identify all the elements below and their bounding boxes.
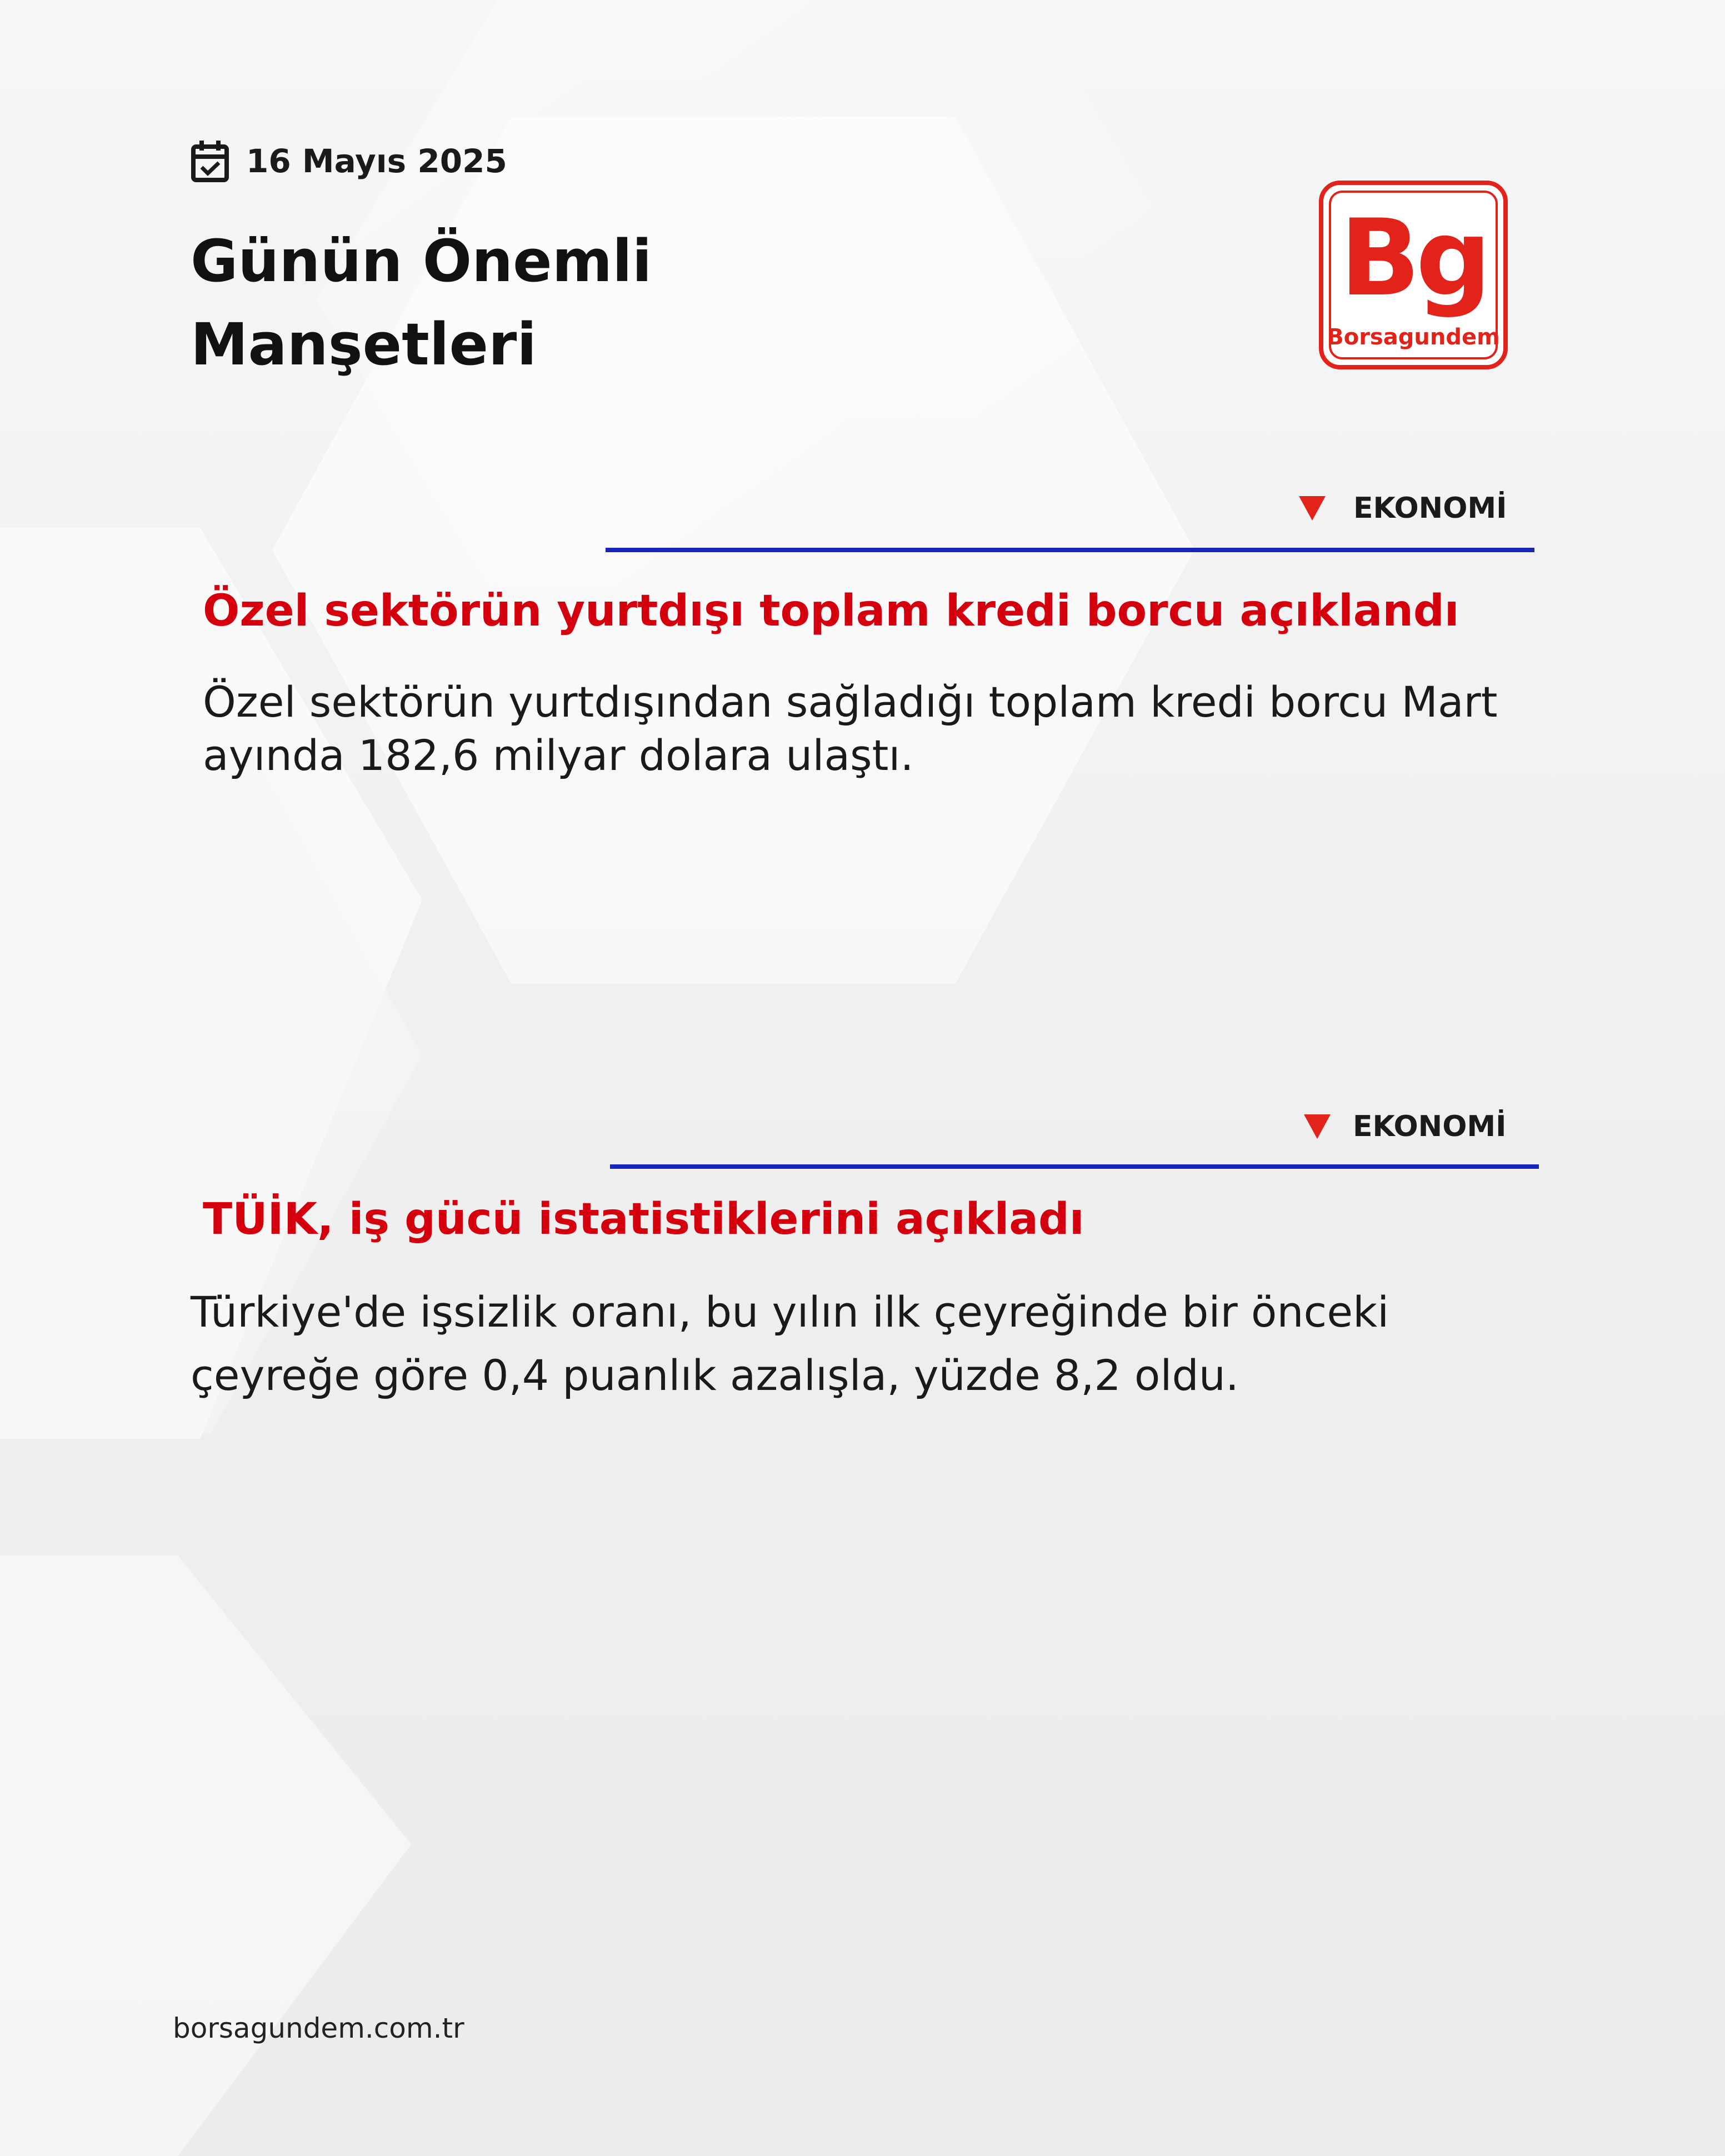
divider-line bbox=[610, 1164, 1539, 1169]
category-text: EKONOMİ bbox=[1353, 1110, 1507, 1143]
date-text: 16 Mayıs 2025 bbox=[246, 142, 507, 180]
svg-text:Borsagundem: Borsagundem bbox=[1327, 324, 1500, 350]
category-text: EKONOMİ bbox=[1353, 492, 1507, 525]
category-label bbox=[1299, 492, 1507, 525]
triangle-down-icon bbox=[1299, 496, 1326, 521]
category-label bbox=[1304, 1110, 1507, 1143]
page-title: Günün Önemli Manşetleri bbox=[191, 227, 652, 378]
divider-line bbox=[606, 548, 1534, 552]
news-headline[interactable]: Özel sektörün yurtdışı toplam kredi borcu açıklandı bbox=[203, 586, 1459, 636]
website-url[interactable]: borsagundem.com.tr bbox=[173, 2012, 464, 2044]
calendar-icon bbox=[191, 139, 229, 183]
svg-text:Bg: Bg bbox=[1339, 197, 1487, 319]
news-summary: Türkiye'de işsizlik oranı, bu yılın ilk çeyreğinde bir önceki çeyreğe göre 0,4 puanlık azalışla, yüzde 8,2 oldu. bbox=[191, 1287, 1389, 1400]
news-headline[interactable]: TÜİK, iş gücü istatistiklerini açıkladı bbox=[203, 1194, 1084, 1244]
borsagundem-logo bbox=[1319, 181, 1508, 369]
news-summary: Özel sektörün yurtdışından sağladığı toplam kredi borcu Mart ayında 182,6 milyar dolara ulaştı. bbox=[203, 677, 1498, 780]
triangle-down-icon bbox=[1304, 1114, 1331, 1139]
date-row bbox=[191, 138, 507, 184]
